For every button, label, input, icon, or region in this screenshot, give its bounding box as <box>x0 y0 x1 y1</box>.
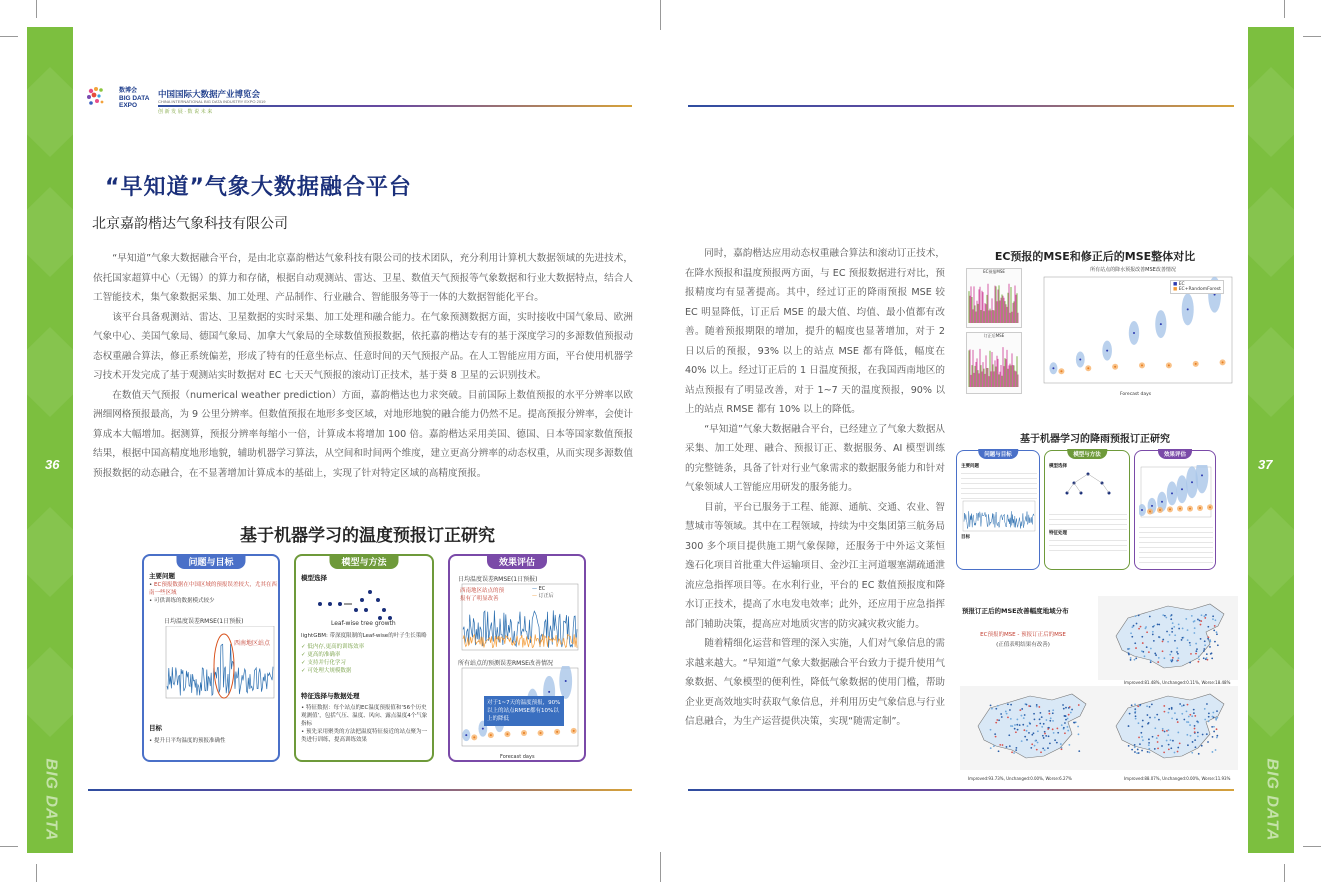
panel-problem-goal: 问题与目标 主要问题 • EC预报数据在中国区域的预报误差较大，尤其在西南一些区域 • 可供训练的数据模式较少 日均温度误差RMSE(1日预报) 西南地区站点 目标 • 提升日平均温度的预报准确性 <box>142 554 280 762</box>
page-number-left: 36 <box>45 457 60 472</box>
median-ec-3 <box>1106 350 1108 352</box>
median-ec-2 <box>1079 358 1081 360</box>
median-rf-7 <box>1222 361 1224 363</box>
header-rule-right <box>688 105 1234 107</box>
median-ec-2 <box>1151 505 1153 507</box>
median-ec-2 <box>482 728 484 730</box>
median-ec-4 <box>1171 492 1173 494</box>
median-rf-6 <box>1195 363 1197 365</box>
panel-model-method: 模型与方法 模型选择 Leaf-wise tree growth lightGBM: 带深度限制的Leaf-wise的叶子生长策略 ✓ 低内存,更高的训练效率 ✓ 更高的准确率 ✓ 支持并行化学习 ✓ 可处理大规模数据 特征选择与数据处理 • 特征数据：每个站点的EC温度预报值和‘56个历史观测值’，包括气压、温度、风向、露点温度4个气象指标 • 预先采用聚类的方法把温度特征接近的站点聚为一类进行训练，提高训练效果 <box>294 554 434 762</box>
company-name: 北京嘉韵楷达气象科技有限公司 <box>92 216 288 232</box>
left-side-bar <box>27 27 73 853</box>
page-number-right: 37 <box>1258 457 1273 472</box>
median-rf-4 <box>523 732 525 734</box>
footer-rule-left <box>88 789 632 791</box>
big-data-vertical-left: BIG DATA <box>42 758 60 842</box>
median-ec-6 <box>1187 308 1189 310</box>
panel-tag: 模型与方法 <box>329 554 398 569</box>
median-rf-3 <box>506 733 508 735</box>
median-rf-1 <box>1060 370 1062 372</box>
logo-text: 数博会 BIG DATA EXPO <box>119 88 150 109</box>
paragraph: 在数值天气预报（numerical weather prediction）方面，嘉韵楷达也力求突破。目前国际上数值预报的水平分辨率以欧洲细网格预报最高，为 9 公里分辨率。但数值预报在地形多变区域，对地形地貌的融合能力仍然不足。提高预报分辨率，会使计算成本大幅增加。据测算，预报分辨率每缩小一倍，计算成本将增加 100 倍。嘉韵楷达采用美国、德国、日本等国家数值预报结果，根据中国高精度地形地貌，辅助机器学习算法，从空间和时间两个维度，建立更高分辨率的动态权重，从而实现多源数值预报数据的动态融合，在不显著增加计算成本的基础上，实现了针对特定区域的高精度预报。 <box>93 389 633 479</box>
left-body-text <box>93 249 633 483</box>
rain-panel-problem: 问题与目标 主要问题 目标 <box>956 450 1040 570</box>
panel-tag: 问题与目标 <box>176 554 245 569</box>
median-rf-3 <box>1169 508 1171 510</box>
paragraph: 该平台具备观测站、雷达、卫星数据的实时采集、加工处理和融合能力。在气象预测数据方面，实时接收中国气象局、欧洲气象中心、美国气象局、德国气象局、加拿大气象局的全球数值预报数据，依托嘉韵楷达专有的基于深度学习的多源数值预报动态权重融合算法，修正系统偏差，形成了特有的任意坐标点、任意时间的天气预报产品。在人工智能应用方面，平台使用机器学习技术开发完成了基于观测站实时数据对 EC 七天天气预报的滚动订正技术，基于葵 8 卫星的云识别技术。 <box>93 311 633 381</box>
paragraph: 同时，嘉韵楷达应用动态权重融合算法和滚动订正技术，在降水预报和温度预报两方面，与 EC 预报数据进行对比，预报精度均有显著提高。其中，经过订正的降雨预报 MSE 较 EC 明显降低，订正后 MSE 的最大值、均值、最小值都有改善。随着预报期限的增加，提升的幅度也显著增加，对于 2 日以后的预报，93% 以上的站点 MSE 都有降低，幅度在 40% 以上。经过订正后的 1 日温度预报，在我国西南地区的站点预报有了明显改善，对于 1~7 天的温度预报，90% 以上的站点 RMSE 都有 10% 以上的降低。 <box>685 248 945 415</box>
median-rf-6 <box>1199 507 1201 509</box>
fig-map-title: 预报订正后的MSE改善幅度地域分布 <box>962 607 1069 615</box>
map-bottom-left <box>960 686 1098 770</box>
median-rf-2 <box>490 734 492 736</box>
median-ec-4 <box>1133 332 1135 334</box>
map-top-right <box>1098 596 1238 680</box>
expo-name-en: CHINA INTERNATIONAL BIG DATA INDUSTRY EXPO 2019 <box>158 99 266 104</box>
median-rf-4 <box>1141 364 1143 366</box>
median-rf-5 <box>1189 508 1191 510</box>
fig-temp-title: 基于机器学习的温度预报订正研究 <box>240 526 495 546</box>
rain-panel-method: 模型与方法 模型选择 特征处理 <box>1044 450 1130 570</box>
median-rf-3 <box>1114 366 1116 368</box>
leaf-wise-tree-icon <box>310 588 420 624</box>
panel-tag: 效果评估 <box>487 554 547 569</box>
fig-mse-title: EC预报的MSE和修正后的MSE整体对比 <box>994 250 1196 263</box>
map-bottom-right <box>1098 686 1238 770</box>
median-ec-3 <box>1161 501 1163 503</box>
median-ec-7 <box>565 680 567 682</box>
median-rf-2 <box>1159 509 1161 511</box>
ec-mse-mini-chart: EC预报MSE <box>966 268 1022 328</box>
note-callout: 对于1~7天的温度预报，90%以上的站点RMSE都有10%以上的降低 <box>484 696 564 726</box>
mse-box-chart: 所有站点的降水预报改善MSE改善情况 ■ EC ■ EC+RandomForest Forecast days <box>1030 266 1236 402</box>
corrected-mse-mini-chart: 订正后MSE <box>966 332 1022 394</box>
legend: — EC — 订正后 <box>532 586 554 599</box>
right-body-text <box>685 244 945 732</box>
article-title: “早知道”气象大数据融合平台 <box>105 175 412 200</box>
paragraph: “早知道”气象大数据融合平台，已经建立了气象大数据从采集、加工处理、融合、预报订正、数据服务、AI 模型训练的完整链条，具备了针对行业气象需求的数据服务能力和针对气象领域人工智能应用研发的服务能力。 <box>685 423 945 493</box>
header-rule-left <box>158 105 632 107</box>
median-rf-1 <box>473 736 475 738</box>
expo-slogan: 创 新 发 展 · 数 说 未 来 <box>158 109 213 115</box>
median-ec-7 <box>1201 474 1203 476</box>
median-rf-5 <box>540 732 542 734</box>
expo-logo-icon <box>86 86 116 108</box>
expo-name: 中国国际大数据产业博览会 <box>158 90 261 100</box>
median-ec-5 <box>1160 323 1162 325</box>
footer-rule-right <box>688 789 1234 791</box>
median-rf-1 <box>1149 510 1151 512</box>
median-rf-7 <box>1209 506 1211 508</box>
median-ec-1 <box>1052 367 1054 369</box>
panel-evaluation: 效果评估 日均温度误差RMSE(1日预报) — EC — 订正后 西南地区站点的预报有了明显改善 所有站点的预测误差RMSE改善情况 对于1~7天的温度预报，90%以上的站点RMSE都有10%以上的降低 Forecast days <box>448 554 586 762</box>
median-ec-6 <box>1191 481 1193 483</box>
median-rf-2 <box>1087 367 1089 369</box>
median-rf-4 <box>1179 508 1181 510</box>
paragraph: 目前，平台已服务于工程、能源、通航、交通、农业、智慧城市等领域。其中在工程领域，持续为中交集团第三航务局 300 多个项目提供施工期气象保障，还服务于中外运文莱恒逸石化项目首批重大件运输项目、金沙江主河道堰塞湖疏通泄流应急指挥项目等。在水利行业，平台的 EC 数值预报度和降水订正技术，提高了水电发电效率；此外，还应用于应急指挥部门辅助决策，提高应对地质灾害的防灾减灾救灾能力。 <box>685 501 945 630</box>
median-rf-7 <box>573 730 575 732</box>
paragraph: 随着精细化运营和管理的深入实施，人们对气象信息的需求越来越大。“早知道”气象大数据融合平台致力于提升使用气象数据、气象模型的便利性，降低气象数据的使用门槛，帮助企业更高效地实时获取气象信息，并利用历史气象信息与行业信息融合，为生产运营提供决策，实现“随需定制”。 <box>685 638 945 727</box>
big-data-vertical-right: BIG DATA <box>1263 758 1281 842</box>
median-ec-1 <box>465 734 467 736</box>
median-ec-1 <box>1141 509 1143 511</box>
median-ec-6 <box>548 691 550 693</box>
fig-rain-title: 基于机器学习的降雨预报订正研究 <box>1020 434 1170 445</box>
median-ec-5 <box>1181 488 1183 490</box>
median-rf-5 <box>1168 364 1170 366</box>
median-rf-6 <box>556 731 558 733</box>
right-side-bar <box>1248 27 1294 853</box>
paragraph: “早知道”气象大数据融合平台，是由北京嘉韵楷达气象科技有限公司的技术团队，充分利用计算机大数据领域的先进技术，依托国家超算中心（无锡）的算力和存储，根据自动观测站、雷达、卫星、数值天气预报等气象数据和行业大数据特点，结合人工智能技术，集气象数据采集、加工处理、产品制作、行业融合、智能服务等于一体的大数据智能化平台。 <box>93 253 633 303</box>
rain-panel-evaluation: 效果评估 <box>1134 450 1216 570</box>
map-formula: EC预报的MSE - 预报订正后的MSE (正值表明结果有改善) <box>980 632 1066 648</box>
